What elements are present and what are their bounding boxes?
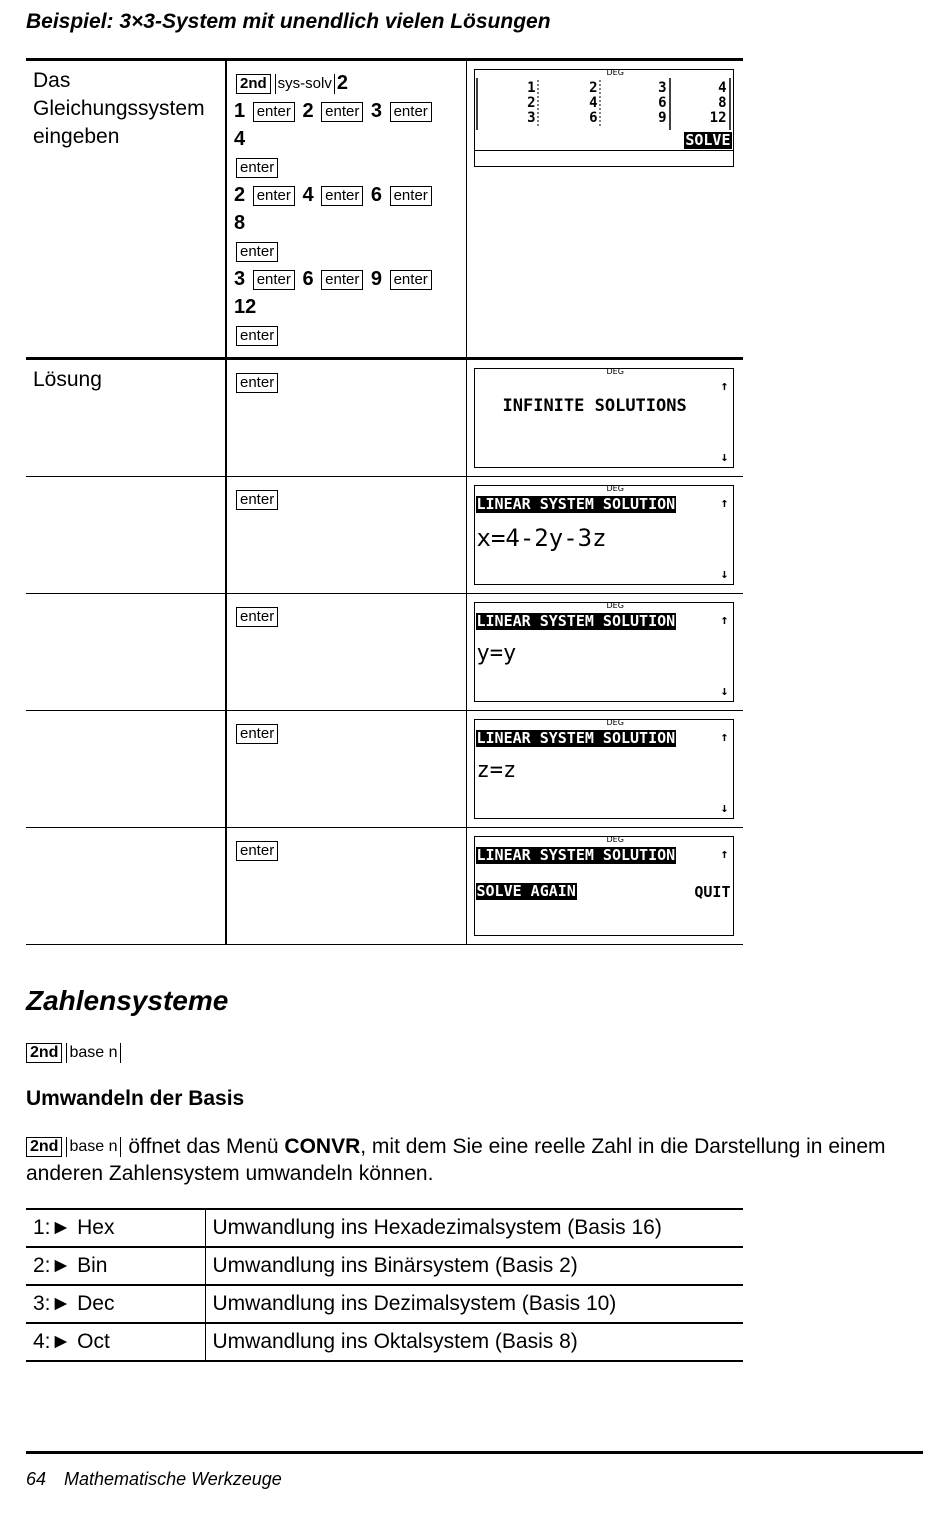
- scroll-up-icon: ↑: [720, 847, 729, 862]
- table-row: [26, 1209, 743, 1247]
- deg-indicator: DEG: [606, 367, 624, 376]
- matrix-cell: 2: [527, 95, 536, 111]
- scroll-up-icon: ↑: [720, 613, 729, 628]
- screen-text: y=y: [476, 641, 517, 666]
- digit: 6: [302, 268, 314, 290]
- matrix-cell: 3: [527, 110, 536, 126]
- screen-title: LINEAR SYSTEM SOLUTION: [476, 729, 676, 747]
- page-heading: Beispiel: 3×3-System mit unendlich vielen Lösungen: [26, 10, 551, 33]
- enter-key: enter: [236, 373, 278, 393]
- digit: 4: [302, 184, 314, 206]
- matrix-cell: 1: [527, 80, 536, 96]
- deg-indicator: DEG: [606, 601, 624, 610]
- footer-rule: [26, 1451, 923, 1454]
- conversion-table: [26, 1208, 743, 1362]
- screen-title: LINEAR SYSTEM SOLUTION: [476, 612, 676, 630]
- screen-text: x=4-2y-3z: [476, 524, 607, 552]
- menu-description: Umwandlung ins Dezimalsystem (Basis 10): [205, 1285, 743, 1323]
- subheading: Umwandeln der Basis: [26, 1087, 245, 1110]
- enter-key: enter: [236, 242, 278, 262]
- solve-again-option: SOLVE AGAIN: [476, 882, 576, 900]
- table-row: [26, 1285, 743, 1323]
- calculator-screen: [474, 836, 734, 936]
- scroll-up-icon: ↑: [720, 379, 729, 394]
- steps-table: [26, 58, 743, 945]
- digit: 6: [370, 184, 383, 206]
- matrix-cell: 3: [658, 80, 667, 96]
- key-sequence: [226, 711, 466, 828]
- digit: 1: [234, 100, 246, 122]
- calculator-screen: [474, 368, 734, 468]
- scroll-down-icon: ↓: [720, 450, 729, 465]
- menu-item: 1:► Hex: [26, 1209, 205, 1247]
- scroll-down-icon: ↓: [720, 567, 729, 582]
- key-sequence: [226, 359, 466, 477]
- digit: 9: [370, 268, 383, 290]
- screen-cell: [466, 60, 743, 359]
- screen-title: LINEAR SYSTEM SOLUTION: [476, 495, 676, 513]
- step-label: [26, 477, 226, 594]
- base-key-sequence: [26, 1042, 123, 1063]
- intro-paragraph: [26, 1133, 926, 1187]
- screen-cell: [466, 711, 743, 828]
- scroll-up-icon: ↑: [720, 730, 729, 745]
- digit: 4: [234, 128, 246, 150]
- enter-key: enter: [236, 158, 278, 178]
- deg-indicator: DEG: [606, 68, 624, 77]
- digit: 2: [336, 72, 348, 94]
- base-n-key: base n: [66, 1043, 120, 1063]
- screen-title: LINEAR SYSTEM SOLUTION: [476, 846, 676, 864]
- screen-text: z=z: [476, 758, 517, 783]
- deg-indicator: DEG: [606, 835, 624, 844]
- enter-key: enter: [390, 186, 432, 206]
- enter-key: enter: [253, 186, 295, 206]
- 2nd-key: 2nd: [26, 1043, 62, 1063]
- digit: 3: [370, 100, 383, 122]
- enter-key: enter: [236, 841, 278, 861]
- step-row: [26, 477, 743, 594]
- calculator-screen: [474, 69, 734, 167]
- screen-text: INFINITE SOLUTIONS: [502, 396, 687, 416]
- enter-key: enter: [236, 490, 278, 510]
- base-n-key: base n: [66, 1137, 120, 1157]
- scroll-down-icon: ↓: [720, 801, 729, 816]
- matrix-cell: 4: [589, 95, 598, 111]
- enter-key: enter: [236, 724, 278, 744]
- table-row: [26, 1323, 743, 1361]
- key-sequence: [226, 60, 466, 359]
- step-label: [26, 711, 226, 828]
- scroll-down-icon: ↓: [720, 684, 729, 699]
- step-label: Das Gleichungssystem eingeben: [26, 60, 226, 359]
- matrix-cell: 6: [658, 95, 667, 111]
- para-text: , mit dem Sie eine reelle Zahl in die Darstellung in einem anderen Zahlensystem umwandeln können.: [26, 1135, 886, 1185]
- calculator-screen: [474, 602, 734, 702]
- enter-key: enter: [321, 102, 363, 122]
- enter-key: enter: [390, 102, 432, 122]
- step-row: [26, 594, 743, 711]
- page-number: 64: [26, 1469, 47, 1489]
- screen-divider: [475, 150, 733, 151]
- 2nd-key: 2nd: [236, 74, 271, 94]
- matrix-cell: 4: [718, 80, 727, 96]
- step-label: [26, 828, 226, 945]
- digit: 8: [234, 212, 246, 234]
- enter-key: enter: [390, 270, 432, 290]
- deg-indicator: DEG: [606, 718, 624, 727]
- quit-option: QUIT: [694, 883, 731, 901]
- para-text: öffnet das Menü: [128, 1135, 279, 1158]
- matrix-cell: 12: [709, 110, 727, 126]
- step-label: [26, 594, 226, 711]
- digit: 2: [302, 100, 314, 122]
- chapter-title: Mathematische Werkzeuge: [64, 1469, 282, 1489]
- enter-key: enter: [236, 607, 278, 627]
- footer: [26, 1469, 300, 1490]
- step-row: [26, 711, 743, 828]
- screen-cell: [466, 594, 743, 711]
- matrix-cell: 2: [589, 80, 598, 96]
- calculator-screen: [474, 719, 734, 819]
- enter-key: enter: [253, 102, 295, 122]
- matrix-values: [475, 81, 733, 126]
- digit: 3: [234, 268, 246, 290]
- screen-cell: [466, 828, 743, 945]
- step-row: [26, 60, 743, 359]
- key-sequence: [226, 828, 466, 945]
- menu-name: CONVR: [284, 1135, 361, 1158]
- solve-button: SOLVE: [685, 131, 731, 149]
- section-title: Zahlensysteme: [26, 985, 229, 1016]
- key-sequence: [226, 477, 466, 594]
- step-row: [26, 828, 743, 945]
- menu-item: 2:► Bin: [26, 1247, 205, 1285]
- 2nd-key: 2nd: [26, 1137, 62, 1157]
- enter-key: enter: [236, 326, 278, 346]
- table-row: [26, 1247, 743, 1285]
- matrix-cell: 9: [658, 110, 667, 126]
- scroll-up-icon: ↑: [720, 496, 729, 511]
- sys-solv-key: sys-solv: [275, 74, 335, 94]
- key-sequence: [226, 594, 466, 711]
- digit: 2: [234, 184, 246, 206]
- menu-description: Umwandlung ins Hexadezimalsystem (Basis 16): [205, 1209, 743, 1247]
- deg-indicator: DEG: [606, 484, 624, 493]
- step-label: Lösung: [26, 359, 226, 477]
- screen-cell: [466, 477, 743, 594]
- matrix-cell: 6: [589, 110, 598, 126]
- menu-description: Umwandlung ins Binärsystem (Basis 2): [205, 1247, 743, 1285]
- enter-key: enter: [253, 270, 295, 290]
- step-row: [26, 359, 743, 477]
- enter-key: enter: [321, 270, 363, 290]
- menu-item: 3:► Dec: [26, 1285, 205, 1323]
- matrix-cell: 8: [718, 95, 727, 111]
- digit: 12: [234, 296, 257, 318]
- enter-key: enter: [321, 186, 363, 206]
- menu-item: 4:► Oct: [26, 1323, 205, 1361]
- calculator-screen: [474, 485, 734, 585]
- screen-cell: [466, 359, 743, 477]
- menu-description: Umwandlung ins Oktalsystem (Basis 8): [205, 1323, 743, 1361]
